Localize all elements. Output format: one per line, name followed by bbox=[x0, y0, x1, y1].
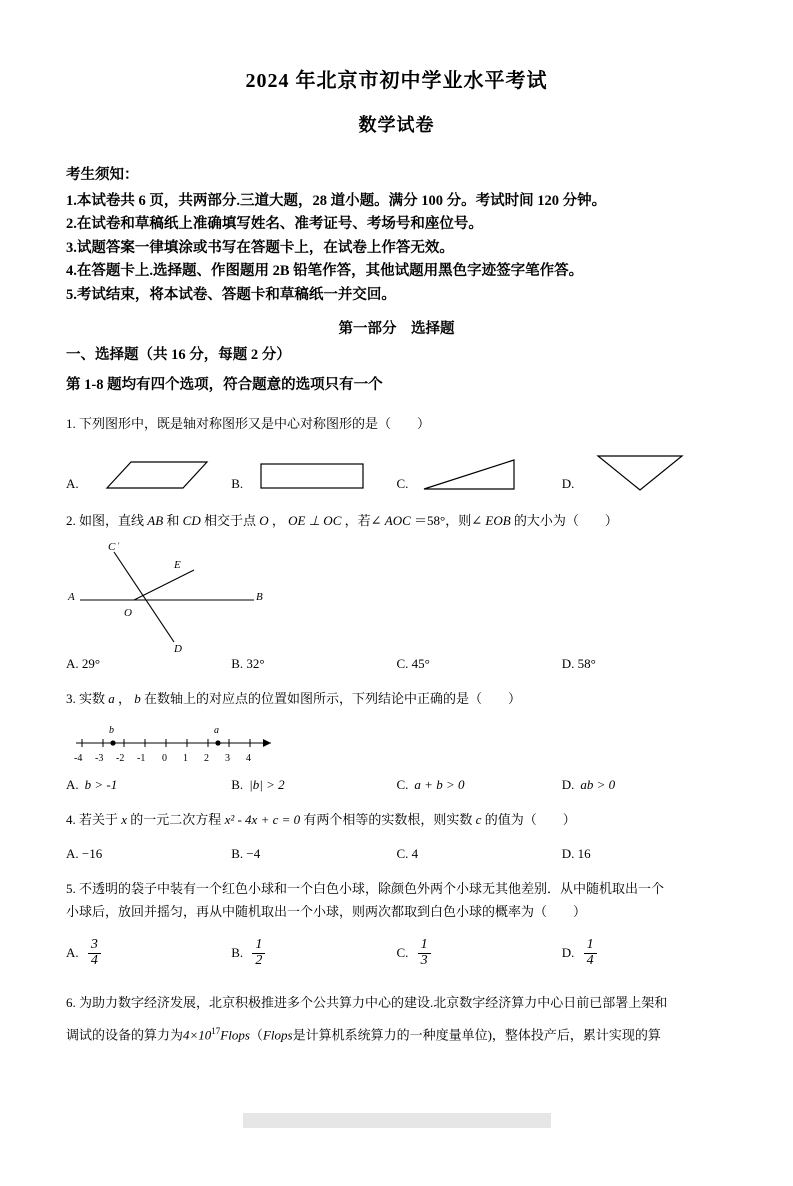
q6-unit-1: Flops bbox=[220, 1027, 250, 1043]
q4-equation: x² - 4x + c = 0 bbox=[224, 812, 301, 828]
q4-text-1: 若关于 bbox=[79, 812, 119, 828]
q5-option-c[interactable] bbox=[397, 939, 562, 969]
svg-text:′: ′ bbox=[118, 541, 120, 551]
q2-text-5: ，若∠ bbox=[344, 512, 382, 528]
svg-text:-1: -1 bbox=[137, 753, 146, 765]
q5-label-b: B. bbox=[231, 945, 244, 961]
question-3-stem bbox=[66, 688, 727, 711]
section-heading-2: 第 1-8 题均有四个选项，符合题意的选项只有一个 bbox=[66, 376, 383, 393]
q2-angle-eob: EOB bbox=[485, 512, 511, 528]
q4-option-b[interactable]: B. −4 bbox=[231, 845, 261, 861]
question-4-stem bbox=[66, 809, 727, 832]
question-1-choice-a bbox=[66, 454, 231, 494]
q4-option-d[interactable]: D. 16 bbox=[561, 845, 591, 861]
svg-text:a: a bbox=[214, 725, 219, 737]
choice-label-d: D. bbox=[561, 475, 575, 491]
q5-frac-a-num: 3 bbox=[90, 937, 98, 953]
svg-text:b: b bbox=[109, 725, 114, 737]
q5-line-2-wrap bbox=[66, 901, 727, 924]
notice-line: 4.在答题卡上.选择题、作图题用 2B 铅笔作答，其他试题用黑色字迹签字笔作答。 bbox=[66, 263, 584, 280]
choice-label-b: B. bbox=[231, 475, 244, 491]
question-5-number: 5. bbox=[66, 880, 76, 896]
q5-fraction-d bbox=[584, 938, 597, 968]
question-2-stem bbox=[66, 510, 727, 533]
notice-line: 5.考试结束，将本试卷、答题卡和草稿纸一并交回。 bbox=[66, 286, 396, 303]
svg-text:-2: -2 bbox=[116, 753, 125, 765]
q4-text-2: 的一元二次方程 bbox=[130, 812, 222, 828]
q2-var-cd: CD bbox=[182, 512, 201, 528]
q3-option-c[interactable] bbox=[397, 777, 562, 793]
question-1-choice-b bbox=[231, 454, 396, 494]
svg-text:1: 1 bbox=[183, 753, 188, 765]
page-subtitle: 数学试卷 bbox=[358, 115, 435, 135]
q5-option-b[interactable] bbox=[231, 939, 396, 969]
q3-text-1: 实数 bbox=[79, 691, 106, 707]
q3-var-a: a bbox=[108, 691, 115, 707]
q3-option-b[interactable] bbox=[231, 777, 396, 793]
q2-text-4: ， bbox=[271, 512, 285, 528]
question-5-stem bbox=[66, 878, 727, 901]
q2-option-b[interactable]: B. 32° bbox=[231, 656, 265, 672]
redaction-bar bbox=[243, 1113, 551, 1128]
q5-fraction-a bbox=[88, 938, 101, 968]
q5-option-a[interactable] bbox=[66, 939, 231, 969]
question-1-figures bbox=[66, 446, 727, 494]
q4-option-c[interactable]: C. 4 bbox=[396, 845, 419, 861]
q3-text-3: 在数轴上的对应点的位置如图所示，下列结论中正确的是（ ） bbox=[144, 691, 522, 707]
q2-text-2: 和 bbox=[166, 512, 180, 528]
svg-text:O: O bbox=[124, 607, 132, 620]
question-2-figure bbox=[66, 538, 727, 656]
notice-line: 3.试题答案一律填涂或书写在答题卡上，在试卷上作答无效。 bbox=[66, 239, 454, 256]
q4-text-3: 有两个相等的实数根，则实数 bbox=[303, 812, 473, 828]
q6-exponent: 17 bbox=[211, 1026, 221, 1037]
question-1-number: 1. bbox=[66, 415, 76, 431]
q2-option-d[interactable]: D. 58° bbox=[561, 656, 596, 672]
question-5-options bbox=[66, 939, 727, 969]
question-4-options bbox=[66, 846, 727, 862]
q3-option-d[interactable] bbox=[562, 777, 727, 793]
question-2-options bbox=[66, 656, 727, 672]
q5-label-d: D. bbox=[561, 945, 575, 961]
q5-fraction-b bbox=[252, 938, 265, 968]
page-title: 2024 年北京市初中学业水平考试 bbox=[245, 70, 548, 92]
q5-fraction-c bbox=[418, 938, 431, 968]
right-triangle-icon bbox=[418, 454, 538, 494]
svg-text:E: E bbox=[174, 559, 181, 572]
number-line-diagram bbox=[66, 717, 296, 769]
q3-label-d: D. bbox=[561, 777, 575, 793]
q3-option-a[interactable] bbox=[66, 777, 231, 793]
q5-label-a: A. bbox=[66, 945, 79, 961]
q6-text-c: 是计算机系统算力的一种度量单位)，整体投产后，累计实现的算 bbox=[292, 1027, 661, 1043]
q4-var-c: c bbox=[475, 812, 482, 828]
question-3-figure bbox=[66, 717, 727, 769]
part-title: 第一部分 选择题 bbox=[338, 321, 455, 338]
choice-label-a: A. bbox=[66, 475, 79, 491]
triangle-down-icon bbox=[584, 450, 704, 494]
q5-option-d[interactable] bbox=[562, 939, 727, 969]
svg-text:3: 3 bbox=[225, 753, 230, 765]
q4-text-4: 的值为（ ） bbox=[484, 812, 576, 828]
q5-frac-c-num: 1 bbox=[420, 937, 428, 953]
question-6-stem bbox=[66, 992, 727, 1015]
q3-value-b: |b| > 2 bbox=[249, 777, 285, 793]
q2-option-a[interactable]: A. 29° bbox=[66, 656, 101, 672]
svg-text:B: B bbox=[256, 591, 263, 604]
q5-line-2: 小球后，放回并摇匀，再从中随机取出一个小球，则两次都取到白色小球的概率为（ ） bbox=[66, 903, 587, 919]
question-1-text: 下列图形中，既是轴对称图形又是中心对称图形的是（ ） bbox=[79, 415, 431, 431]
q6-line-2-wrap bbox=[66, 1024, 727, 1047]
q5-frac-a-den: 4 bbox=[88, 953, 101, 969]
exam-page bbox=[0, 64, 793, 1186]
q3-var-b: b bbox=[134, 691, 141, 707]
q2-text-6: ＝58°，则∠ bbox=[414, 512, 483, 528]
q6-text-a: 调试的设备的算力为 bbox=[66, 1027, 184, 1043]
intersecting-lines-diagram bbox=[66, 538, 326, 656]
q5-frac-b-num: 1 bbox=[255, 937, 263, 953]
q2-text-7: 的大小为（ ） bbox=[513, 512, 618, 528]
question-2-number: 2. bbox=[66, 512, 76, 528]
q3-label-b: B. bbox=[231, 777, 244, 793]
q6-unit-2: Flops bbox=[262, 1027, 293, 1043]
q3-label-a: A. bbox=[66, 777, 79, 793]
q2-angle-aoc: AOC bbox=[384, 512, 411, 528]
q3-value-d: ab > 0 bbox=[580, 777, 616, 793]
q5-frac-d-num: 1 bbox=[586, 937, 594, 953]
question-1-stem bbox=[66, 413, 727, 436]
q2-option-c[interactable]: C. 45° bbox=[396, 656, 430, 672]
q3-label-c: C. bbox=[396, 777, 409, 793]
q6-text-b: （ bbox=[249, 1027, 263, 1043]
q5-line-1: 不透明的袋子中装有一个红色小球和一个白色小球，除颜色外两个小球无其他差别．从中随机取出一个 bbox=[79, 880, 665, 896]
svg-text:A: A bbox=[68, 591, 75, 604]
section-heading-1: 一、选择题（共 16 分，每题 2 分） bbox=[66, 347, 291, 364]
question-6-number: 6. bbox=[66, 994, 76, 1010]
notice-heading: 考生须知： bbox=[66, 167, 139, 183]
q2-text-1: 如图，直线 bbox=[79, 512, 145, 528]
q5-frac-d-den: 4 bbox=[584, 953, 597, 969]
svg-text:-4: -4 bbox=[74, 753, 83, 765]
svg-text:D: D bbox=[174, 643, 182, 656]
q3-value-a: b > -1 bbox=[84, 777, 118, 793]
svg-text:-3: -3 bbox=[95, 753, 104, 765]
svg-text:4: 4 bbox=[246, 753, 251, 765]
question-3-options bbox=[66, 777, 727, 793]
question-3-number: 3. bbox=[66, 691, 76, 707]
q2-var-ab: AB bbox=[147, 512, 164, 528]
parallelogram-icon bbox=[89, 454, 209, 494]
notice-line: 1.本试卷共 6 页，共两部分.三道大题，28 道小题。满分 100 分。考试时间 120 分钟。 bbox=[66, 193, 607, 209]
notice-block bbox=[66, 163, 727, 307]
notice-line: 2.在试卷和草稿纸上准确填写姓名、准考证号、考场号和座位号。 bbox=[66, 216, 483, 233]
question-4-number: 4. bbox=[66, 812, 76, 828]
q2-cond: OE ⊥ OC bbox=[288, 512, 342, 528]
q6-power: 4×10 bbox=[183, 1027, 212, 1043]
svg-text:2: 2 bbox=[204, 753, 209, 765]
question-1-choice-d bbox=[562, 450, 727, 494]
q4-option-a[interactable]: A. −16 bbox=[66, 845, 103, 861]
rectangle-icon bbox=[253, 454, 373, 494]
q4-var-x: x bbox=[121, 812, 128, 828]
q2-var-o: O bbox=[259, 512, 269, 528]
q5-frac-b-den: 2 bbox=[252, 953, 265, 969]
q3-value-c: a + b > 0 bbox=[414, 777, 465, 793]
q2-text-3: 相交于点 bbox=[203, 512, 256, 528]
svg-text:0: 0 bbox=[162, 753, 167, 765]
q3-text-2: ， bbox=[118, 691, 132, 707]
svg-text:C: C bbox=[108, 541, 116, 554]
choice-label-c: C. bbox=[396, 475, 409, 491]
question-1-choice-c bbox=[397, 454, 562, 494]
q6-line-1: 为助力数字经济发展，北京积极推进多个公共算力中心的建设.北京数字经济算力中心日前已部署上架和 bbox=[79, 994, 668, 1010]
q5-label-c: C. bbox=[396, 945, 409, 961]
q5-frac-c-den: 3 bbox=[418, 953, 431, 969]
